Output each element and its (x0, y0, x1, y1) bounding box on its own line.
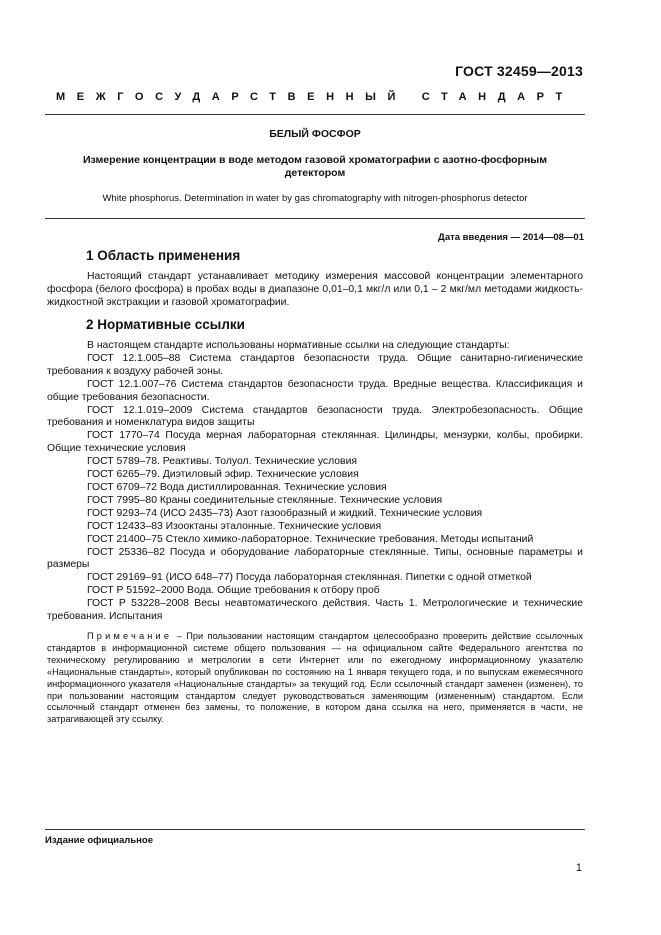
reference-item: ГОСТ 6265–79. Диэтиловый эфир. Технические условия (87, 469, 359, 481)
reference-item: ГОСТ 25336–82 Посуда и оборудование лабораторные стеклянные. Типы, основные параметры и размеры (47, 546, 583, 571)
standard-subtitle: Измерение концентрации в воде методом газовой хроматографии с азотно-фосфорным детектором (82, 154, 548, 179)
reference-item: ГОСТ 12.1.019–2009 Система стандартов безопасности труда. Электробезопасность. Общие требования и номенклатура видов защиты (47, 404, 583, 429)
reference-item: ГОСТ 29169–91 (ИСО 648–77) Посуда лабораторная стеклянная. Пипетки с одной отметкой (87, 572, 532, 584)
reference-item: ГОСТ 12.1.005–88 Система стандартов безопасности труда. Общие санитарно-гигиенические требования к воздуху рабочей зоны. (47, 352, 583, 377)
section-2-heading: 2 Нормативные ссылки (86, 317, 245, 332)
reference-item: ГОСТ 9293–74 (ИСО 2435–73) Азот газообразный и жидкий. Технические условия (87, 507, 483, 519)
reference-item: ГОСТ Р 51592–2000 Вода. Общие требования к отбору проб (87, 585, 380, 597)
reference-item: ГОСТ 7995–80 Краны соединительные стеклянные. Технические условия (87, 494, 443, 506)
note-text: – При пользовании настоящим стандартом целесообразно проверить действие ссылочных стандартов в информационной системе общего пользования — на официальном сайте Федерального агентства по техническому регулированию и метрологии в сети Интернет или по ежегодному информационному указателю «Национальные стандарты», который опубликован по состоянию на 1 января текущего года, и по выпускам ежемесячного информационного указателя «Национальные стандарты» за текущий год. Если ссылочный стандарт заменен (изменен), то при пользовании настоящим стандартом следует руководствоваться заменяющим (измененным) стандартом. Если ссылочный стандарт отменен без замены, то положение, в котором дана ссылка на него, применяется в части, не затрагивающей эту ссылку. (47, 631, 583, 725)
page-number: 1 (575, 862, 582, 874)
document-number: ГОСТ 32459—2013 (455, 63, 583, 79)
introduction-date: Дата введения — 2014—08—01 (438, 232, 584, 243)
english-title: White phosphorus. Determination in water by gas chromatography with nitrogen-phosphorus detector (102, 193, 528, 204)
standard-type-heading: МЕЖГОСУДАРСТВЕННЫЙ СТАНДАРТ (56, 91, 574, 103)
reference-item: ГОСТ 21400–75 Стекло химико-лабораторное. Технические требования. Методы испытаний (87, 533, 534, 545)
reference-item: ГОСТ 1770–74 Посуда мерная лабораторная стеклянная. Цилиндры, мензурки, колбы, пробирки. Общие технические условия (47, 430, 583, 455)
title-divider (45, 218, 585, 219)
reference-item: ГОСТ 12433–83 Изооктаны эталонные. Технические условия (87, 520, 382, 532)
note-label: Примечание (87, 631, 173, 641)
reference-item: ГОСТ 5789–78. Реактивы. Толуол. Технические условия (87, 456, 358, 468)
footer-divider (45, 829, 585, 830)
reference-item: ГОСТ Р 53228–2008 Весы неавтоматического действия. Часть 1. Метрологические и технические требования. Испытания (47, 598, 583, 623)
section-1-text: Настоящий стандарт устанавливает методику измерения массовой концентрации элементарного фосфора (белого фосфора) в пробах воды в диапазоне 0,01–0,1 мкг/л или 0,1 – 2 мкг/мл методами жидкость-жидкостной экстракции и газовой хроматографии. (47, 271, 583, 308)
standard-title: БЕЛЫЙ ФОСФОР (269, 128, 361, 140)
section-1-heading: 1 Область применения (86, 248, 241, 263)
header-divider (45, 114, 585, 115)
edition-label: Издание официальное (45, 835, 153, 846)
references-intro: В настоящем стандарте использованы нормативные ссылки на следующие стандарты: (87, 340, 510, 351)
note-paragraph (47, 631, 583, 726)
reference-item: ГОСТ 6709–72 Вода дистиллированная. Технические условия (87, 481, 387, 493)
reference-item: ГОСТ 12.1.007–76 Система стандартов безопасности труда. Вредные вещества. Классификация и общие требования безопасности. (47, 378, 583, 403)
references-list (47, 340, 583, 624)
